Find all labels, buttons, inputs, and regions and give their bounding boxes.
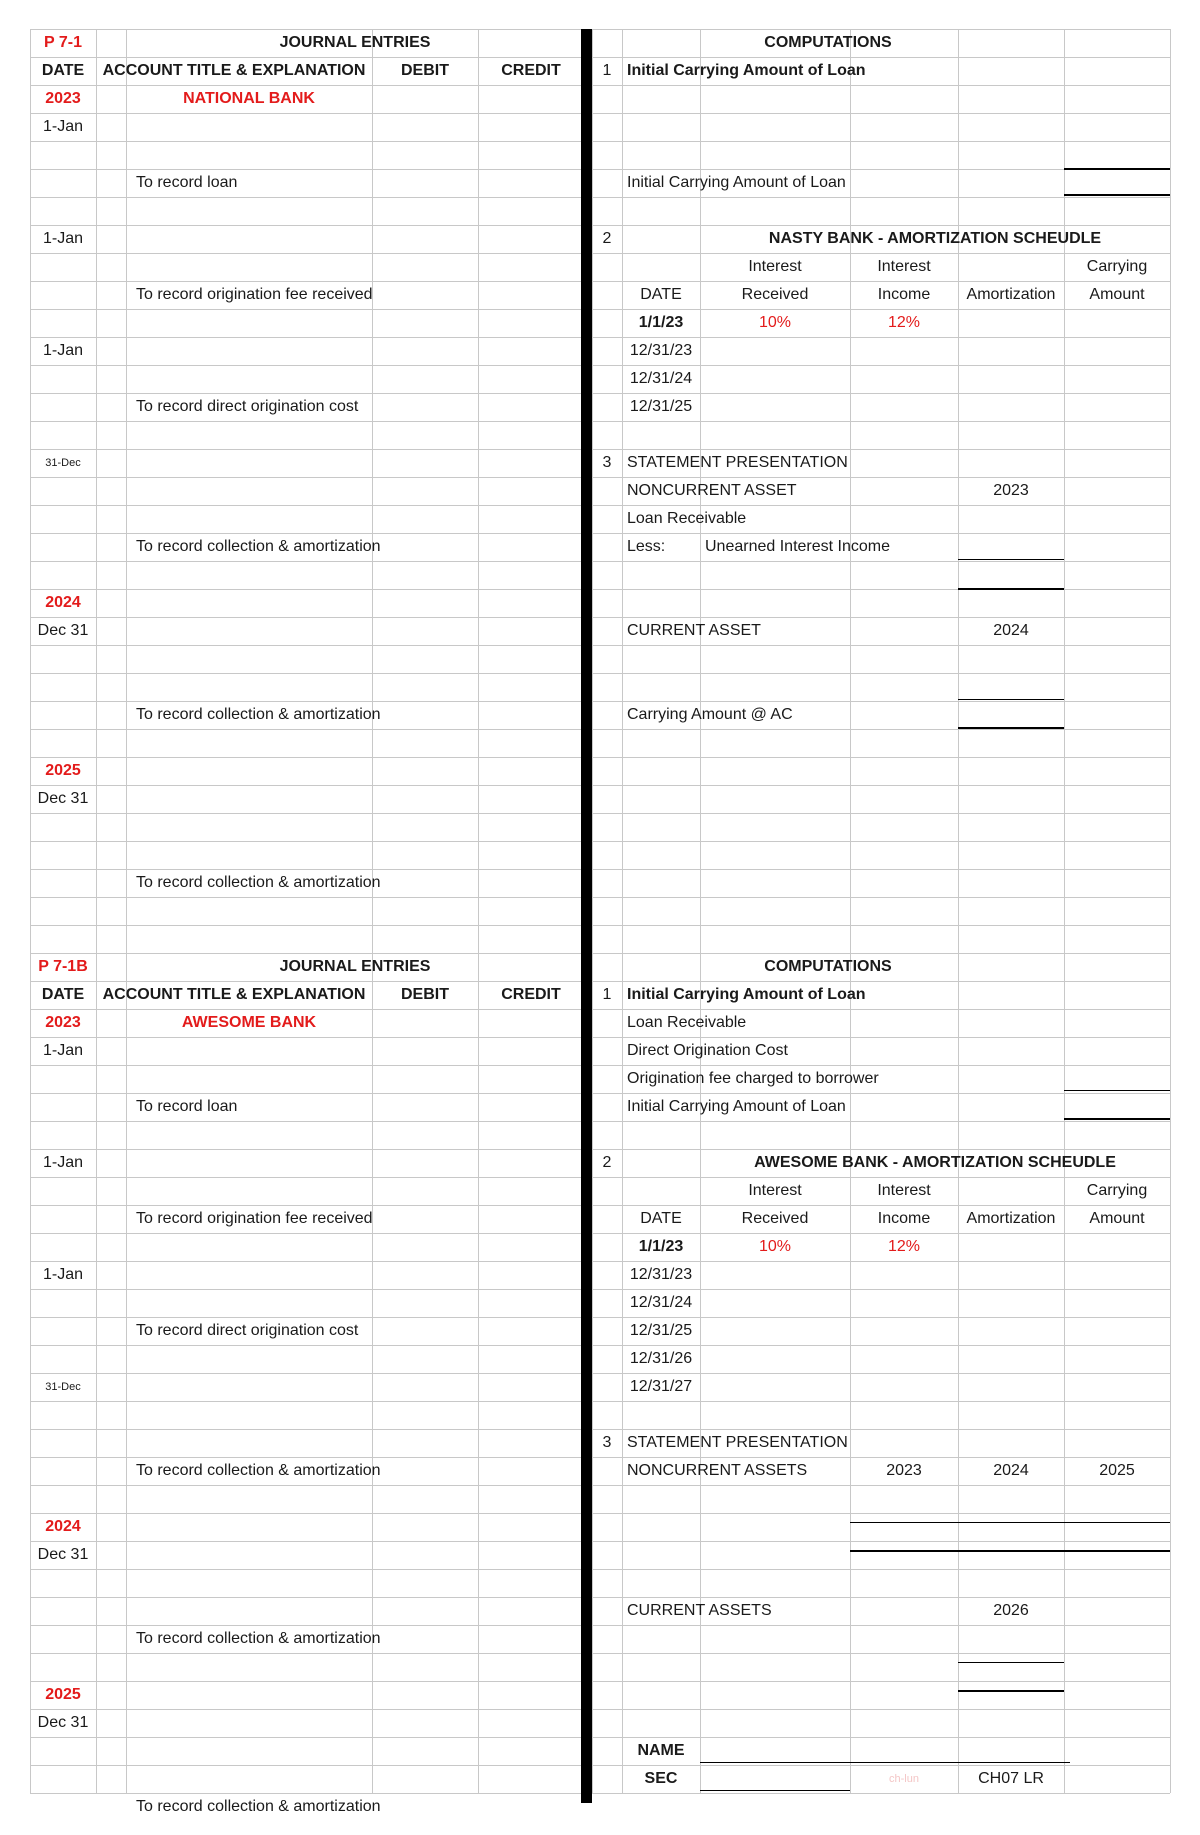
schedule-date: 12/31/25 — [629, 1322, 693, 1339]
col-header: Interest — [877, 1182, 931, 1199]
entry-note: To record collection & amortization — [136, 1630, 381, 1647]
problem-label: P 7-1B — [38, 958, 88, 975]
schedule-date: 12/31/26 — [629, 1350, 693, 1367]
stmt-line: NONCURRENT ASSET — [627, 482, 797, 499]
item-number: 2 — [602, 230, 612, 247]
name-label: NAME — [637, 1742, 685, 1759]
schedule-date: 12/31/23 — [629, 1266, 693, 1283]
header-date: DATE — [41, 62, 85, 79]
journal-title: JOURNAL ENTRIES — [279, 958, 431, 975]
schedule-title: AWESOME BANK - AMORTIZATION SCHEUDLE — [754, 1154, 1116, 1171]
comp-line: Loan Receivable — [627, 1014, 747, 1031]
col-header: Income — [877, 1210, 931, 1227]
entry-note: To record collection & amortization — [136, 1798, 381, 1815]
col-header: Interest — [748, 1182, 802, 1199]
schedule-date: 12/31/27 — [629, 1378, 693, 1395]
stmt-year: 2023 — [993, 482, 1029, 499]
year-label: 2024 — [45, 1518, 81, 1535]
entry-date: 1-Jan — [42, 1042, 84, 1059]
schedule-date: 12/31/23 — [629, 342, 693, 359]
year-label: 2025 — [45, 762, 81, 779]
entry-note: To record loan — [136, 1098, 238, 1115]
comp-line: Initial Carrying Amount of Loan — [627, 1098, 846, 1115]
stmt-year: 2025 — [1099, 1462, 1135, 1479]
entry-note: To record direct origination cost — [136, 398, 359, 415]
stmt-line: CURRENT ASSETS — [627, 1602, 772, 1619]
name-field[interactable] — [700, 1762, 1070, 1763]
col-header: Income — [877, 286, 931, 303]
header-debit: DEBIT — [401, 62, 449, 79]
year-label: 2024 — [45, 594, 81, 611]
col-header: Amortization — [966, 286, 1056, 303]
header-credit: CREDIT — [501, 62, 561, 79]
header-credit: CREDIT — [501, 986, 561, 1003]
column-divider — [581, 29, 592, 1803]
col-header: Carrying — [1086, 258, 1148, 275]
schedule-date: 12/31/24 — [629, 370, 693, 387]
schedule-date: 1/1/23 — [638, 1238, 684, 1255]
stmt-line: Unearned Interest Income — [705, 538, 890, 555]
computations-title: COMPUTATIONS — [764, 958, 892, 975]
comp-line: Direct Origination Cost — [627, 1042, 788, 1059]
header-date: DATE — [41, 986, 85, 1003]
stmt-line: Loan Receivable — [627, 510, 747, 527]
header-account: ACCOUNT TITLE & EXPLANATION — [102, 986, 366, 1003]
entry-date: 1-Jan — [42, 118, 84, 135]
entry-date: 31-Dec — [45, 457, 81, 469]
item-number: 3 — [602, 454, 612, 471]
col-header: Amount — [1089, 1210, 1145, 1227]
journal-title: JOURNAL ENTRIES — [279, 34, 431, 51]
stmt-heading: STATEMENT PRESENTATION — [627, 1434, 848, 1451]
stmt-year: 2026 — [993, 1602, 1029, 1619]
sec-label: SEC — [644, 1770, 678, 1787]
col-header: Received — [741, 286, 809, 303]
col-header: Received — [741, 1210, 809, 1227]
bank-name: AWESOME BANK — [181, 1014, 317, 1031]
col-header: Amortization — [966, 1210, 1056, 1227]
stmt-line: Carrying Amount @ AC — [627, 706, 793, 723]
comp-line: Initial Carrying Amount of Loan — [627, 174, 846, 191]
entry-date: 1-Jan — [42, 1154, 84, 1171]
bank-name: NATIONAL BANK — [183, 90, 315, 107]
entry-date: Dec 31 — [37, 622, 89, 639]
schedule-date: 12/31/25 — [629, 398, 693, 415]
entry-date: 1-Jan — [42, 1266, 84, 1283]
entry-note: To record loan — [136, 174, 238, 191]
entry-note: To record origination fee received — [136, 1210, 373, 1227]
item-number: 2 — [602, 1154, 612, 1171]
schedule-date: 1/1/23 — [638, 314, 684, 331]
entry-note: To record direct origination cost — [136, 1322, 359, 1339]
year-label: 2025 — [45, 1686, 81, 1703]
entry-date: 1-Jan — [42, 342, 84, 359]
stmt-line: Less: — [627, 538, 666, 555]
comp-heading: Initial Carrying Amount of Loan — [627, 62, 866, 79]
header-account: ACCOUNT TITLE & EXPLANATION — [102, 62, 366, 79]
rate-income: 12% — [887, 314, 921, 331]
col-header: Carrying — [1086, 1182, 1148, 1199]
rate-received: 10% — [758, 1238, 792, 1255]
entry-date: Dec 31 — [37, 1714, 89, 1731]
stmt-year: 2024 — [993, 622, 1029, 639]
chapter-code: CH07 LR — [978, 1770, 1044, 1787]
stmt-line: NONCURRENT ASSETS — [627, 1462, 808, 1479]
col-header: Interest — [748, 258, 802, 275]
sec-field[interactable] — [700, 1790, 850, 1791]
year-label: 2023 — [45, 90, 81, 107]
comp-heading: Initial Carrying Amount of Loan — [627, 986, 866, 1003]
stmt-year: 2023 — [886, 1462, 922, 1479]
comp-line: Origination fee charged to borrower — [627, 1070, 879, 1087]
entry-note: To record collection & amortization — [136, 706, 381, 723]
schedule-title: NASTY BANK - AMORTIZATION SCHEUDLE — [768, 230, 1102, 247]
entry-note: To record collection & amortization — [136, 874, 381, 891]
rate-income: 12% — [887, 1238, 921, 1255]
faint-mark: ch-lun — [889, 1773, 919, 1785]
stmt-heading: STATEMENT PRESENTATION — [627, 454, 848, 471]
problem-label: P 7-1 — [44, 34, 82, 51]
header-debit: DEBIT — [401, 986, 449, 1003]
year-label: 2023 — [45, 1014, 81, 1031]
schedule-date: 12/31/24 — [629, 1294, 693, 1311]
stmt-line: CURRENT ASSET — [627, 622, 761, 639]
col-header: DATE — [640, 1210, 682, 1227]
computations-title: COMPUTATIONS — [764, 34, 892, 51]
item-number: 3 — [602, 1434, 612, 1451]
col-header: Interest — [877, 258, 931, 275]
col-header: DATE — [640, 286, 682, 303]
item-number: 1 — [602, 62, 612, 79]
entry-note: To record collection & amortization — [136, 1462, 381, 1479]
entry-date: Dec 31 — [37, 1546, 89, 1563]
entry-note: To record collection & amortization — [136, 538, 381, 555]
col-header: Amount — [1089, 286, 1145, 303]
entry-date: 31-Dec — [45, 1381, 81, 1393]
rate-received: 10% — [758, 314, 792, 331]
stmt-year: 2024 — [993, 1462, 1029, 1479]
entry-note: To record origination fee received — [136, 286, 373, 303]
entry-date: Dec 31 — [37, 790, 89, 807]
item-number: 1 — [602, 986, 612, 1003]
entry-date: 1-Jan — [42, 230, 84, 247]
